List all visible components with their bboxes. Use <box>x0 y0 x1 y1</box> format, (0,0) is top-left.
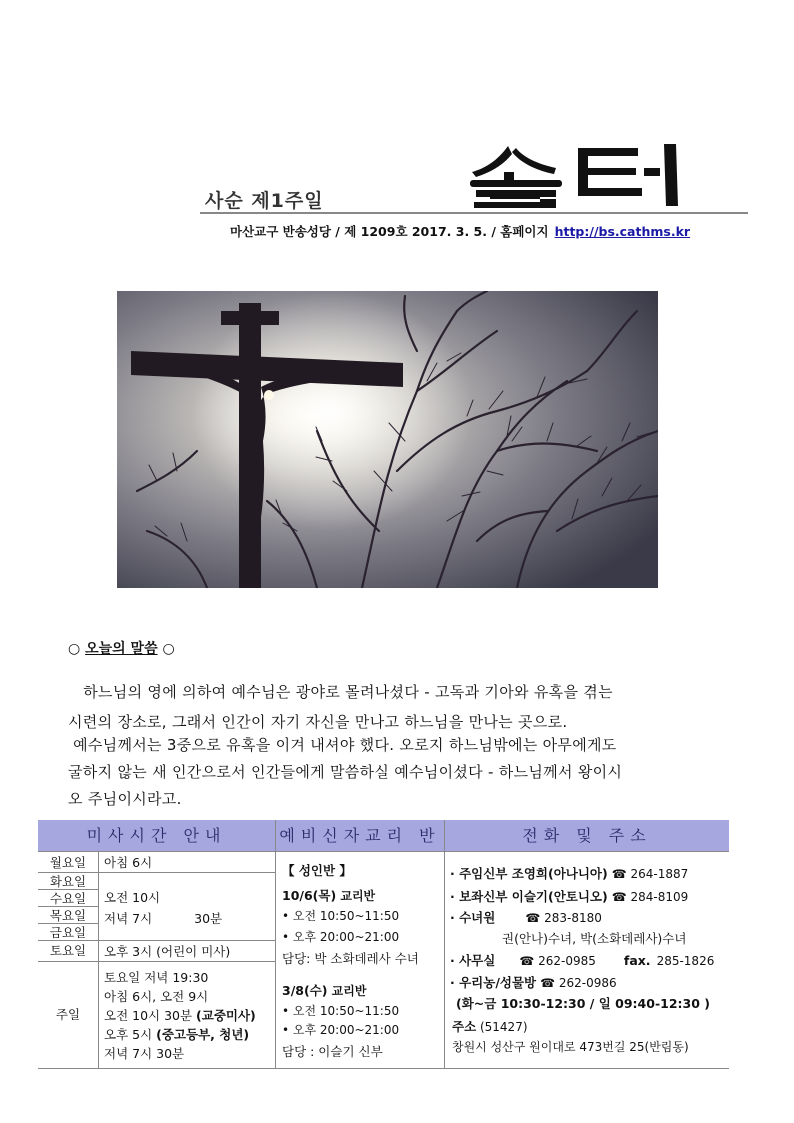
catechism-group-2-pm: • 오후 20:00~21:00 <box>282 1023 400 1037</box>
mass-sunday-2: 아침 6시, 오전 9시 <box>104 989 209 1004</box>
section-marker-right: ○ <box>162 641 175 657</box>
contact-fax-label: fax. <box>623 953 651 968</box>
mass-monday: 아침 6시 <box>104 855 153 870</box>
contact-pastor <box>450 864 688 884</box>
header-catechism: 예비신자교리 반 <box>276 820 444 851</box>
contact-shop-phone: ☎ 262-0986 <box>540 976 617 990</box>
paragraph-line: 예수님께서는 3중으로 유혹을 이겨 내셔야 했다. 오로지 하느님밖에는 아무에게도 <box>68 736 617 754</box>
section-heading <box>68 638 175 658</box>
catechism-group-2-am: • 오전 10:50~11:50 <box>282 1004 400 1018</box>
contact-address-header <box>452 1017 528 1037</box>
mass-sunday-3 <box>104 1006 256 1025</box>
day-thursday: 목요일 <box>49 908 87 923</box>
contact-convent-phone: ☎ 283-8180 <box>525 911 602 925</box>
paragraph-line: 굴하지 않는 새 인간으로서 인간들에게 말씀하실 예수님이셨다 - 하느님께서 왕이시 <box>68 763 623 781</box>
paragraph-line: 하느님의 영에 의하여 예수님은 광야로 몰려나셨다 - 고독과 기아와 유혹을 겪는 <box>68 683 613 701</box>
masthead-text: 솔터 <box>468 142 470 143</box>
mass-weekday-evening-time: 저녁 7시 <box>104 911 153 926</box>
catechism-group-2-charge: 담당 : 이슬기 신부 <box>282 1044 383 1059</box>
contact-shop-label: · 우리농/성물방 <box>450 975 537 990</box>
crucifix-photo <box>117 291 658 588</box>
catechism-group-1-date: 10/6(목) <box>282 888 337 903</box>
mass-weekday-morning: 오전 10시 <box>104 890 161 905</box>
mass-weekday-evening-min: 30분 <box>194 911 223 926</box>
day-saturday: 토요일 <box>49 943 87 958</box>
mass-sunday-1: 토요일 저녁 19:30 <box>104 970 209 985</box>
day-tuesday: 화요일 <box>49 874 87 889</box>
table-divider <box>98 851 99 1068</box>
homepage-link[interactable]: http://bs.cathms.kr <box>554 224 691 239</box>
mass-sunday-4-note: (중고등부, 청년) <box>156 1027 250 1042</box>
contact-assistant <box>450 887 688 907</box>
table-divider <box>38 851 729 852</box>
catechism-group-1-label: 교리반 <box>336 889 376 903</box>
table-divider <box>444 820 445 1068</box>
section-marker-left: ○ <box>68 641 81 657</box>
mass-sunday-3-time: 오전 10시 30분 <box>104 1008 197 1023</box>
section-title: 오늘의 말씀 <box>85 641 158 657</box>
masthead-logo <box>468 142 698 210</box>
contact-office-label: · 사무실 <box>450 953 496 968</box>
header-contact: 전화 및 주소 <box>445 820 729 851</box>
contact-pastor-phone: ☎ 264-1887 <box>611 867 689 881</box>
catechism-group-1-am: • 오전 10:50~11:50 <box>282 909 400 923</box>
contact-pastor-name: · 주임신부 조영희(아나니아) <box>450 866 608 881</box>
issue-info <box>230 222 690 240</box>
contact-shop-hours: (화~금 10:30-12:30 / 일 09:40-12:30 ) <box>456 996 710 1011</box>
table-divider <box>38 961 275 962</box>
catechism-group-1-charge: 담당: 박 소화데레사 수녀 <box>282 951 419 966</box>
catechism-title: 【 성인반 】 <box>282 863 352 878</box>
contact-sisters: 권(안나)수녀, 박(소화데레사)수녀 <box>502 931 687 946</box>
mass-weekday-evening <box>104 909 222 928</box>
paragraph-line: 오 주님이시라고. <box>68 790 182 808</box>
contact-address-label: 주소 <box>452 1019 477 1034</box>
paragraph-line: 시련의 장소로, 그래서 인간이 자기 자신을 만나고 하느님을 만나는 곳으로. <box>68 713 568 731</box>
mass-sunday-3-note: (교중미사) <box>196 1008 256 1023</box>
contact-assistant-name: · 보좌신부 이슬기(안토니오) <box>450 889 608 904</box>
contact-assistant-phone: ☎ 284-8109 <box>611 890 689 904</box>
contact-office-phone: ☎ 262-0985 <box>519 954 596 968</box>
info-table <box>38 820 729 1069</box>
day-wednesday: 수요일 <box>49 891 87 906</box>
mass-sunday-4 <box>104 1025 249 1044</box>
day-monday: 월요일 <box>49 855 87 870</box>
table-divider <box>38 1068 729 1069</box>
week-title: 사순 제1주일 <box>205 190 324 212</box>
mass-sunday-4-time: 오후 5시 <box>104 1027 157 1042</box>
table-divider <box>275 820 276 1068</box>
catechism-group-1 <box>282 886 375 906</box>
day-friday: 금요일 <box>49 925 87 940</box>
day-sunday: 주일 <box>55 1007 81 1022</box>
header-rule <box>200 212 748 214</box>
contact-office <box>450 951 714 971</box>
contact-shop <box>450 973 617 993</box>
header-mass-times: 미사시간 안내 <box>38 820 275 851</box>
mass-saturday: 오후 3시 (어린이 미사) <box>104 944 231 959</box>
contact-fax-number: 285-1826 <box>656 954 715 968</box>
catechism-group-1-pm: • 오후 20:00~21:00 <box>282 930 400 944</box>
contact-address: 창원시 성산구 원이대로 473번길 25(반림동) <box>452 1040 689 1054</box>
catechism-group-2-date: 3/8(수) <box>282 983 328 998</box>
issue-info-text: 마산교구 반송성당 / 제 1209호 2017. 3. 5. / 홈페이지 <box>230 224 549 239</box>
contact-postal-code: (51427) <box>476 1020 528 1034</box>
catechism-group-2 <box>282 981 366 1001</box>
contact-convent <box>450 908 602 928</box>
catechism-group-2-label: 교리반 <box>327 984 367 998</box>
contact-convent-label: · 수녀원 <box>450 910 496 925</box>
mass-sunday-5: 저녁 7시 30분 <box>104 1046 185 1061</box>
